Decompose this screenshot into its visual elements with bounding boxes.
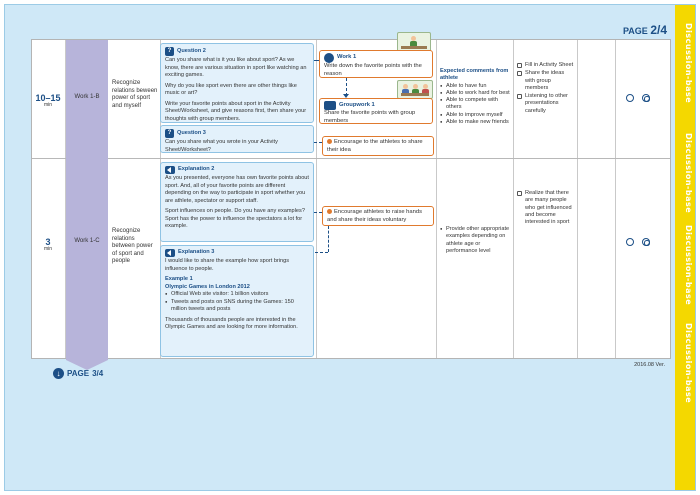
question-icon: ? <box>165 47 174 56</box>
expected-title: Expected comments from athlete <box>440 68 509 82</box>
evaluation-checks <box>517 190 575 227</box>
checkbox-icon <box>517 71 522 76</box>
eval-circle-icon <box>626 238 634 248</box>
question-2-box <box>160 43 314 123</box>
column-divider <box>577 40 578 358</box>
side-tab-label: Discussion-base <box>684 225 693 306</box>
question-2-text: Write your favorite points about sport in the Activity Sheet/Worksheet, and give reasons first, then share your thoughts with group members. <box>165 100 307 122</box>
page-label-text: PAGE <box>622 26 648 36</box>
bullet-dot <box>327 139 332 144</box>
lesson-plan-sheet <box>31 39 671 359</box>
group-icon <box>324 101 336 110</box>
groupwork-1-text: Share the favorite points with group members <box>324 110 416 124</box>
side-tab-bar <box>675 5 695 490</box>
example-subtitle: Olympic Games in London 2012 <box>165 283 250 290</box>
explanation-2-box <box>160 162 314 242</box>
work-1-text: Write down the favorite points with the reason <box>324 63 422 77</box>
encourage-text: Encourage to the athletes to share their idea <box>327 139 423 153</box>
explanation-3-header: Explanation 3 <box>165 249 309 257</box>
speaker-icon <box>165 166 175 174</box>
side-tab-label: Discussion-base <box>684 323 693 404</box>
connector-arrow <box>328 226 329 252</box>
check-item: Share the ideas with group members <box>517 70 575 92</box>
row-divider <box>32 158 670 159</box>
expected-comments <box>440 68 512 126</box>
groupwork-1-box <box>319 98 433 124</box>
explanation-2-text: Sport influences on people. Do you have any examples? <box>165 208 305 215</box>
encourage-box <box>322 136 434 156</box>
row-time: 10–15 min <box>35 93 61 109</box>
nav-number: 3/4 <box>92 369 104 378</box>
evaluation-checks <box>517 62 575 116</box>
work-label: Work 1-B <box>74 94 100 100</box>
expected-item: ● Able to improve myself <box>440 112 512 119</box>
nav-label: PAGE <box>67 369 90 378</box>
checkbox-icon <box>517 94 522 99</box>
work-1-box <box>319 50 433 78</box>
explanation-2-header: Explanation 2 <box>165 166 309 174</box>
work-band <box>66 40 108 360</box>
person-icon <box>324 53 334 63</box>
version-text: 2016.08 Ver. <box>634 362 665 368</box>
expected-item: ● Able to have fun <box>440 83 512 90</box>
question-3-text: Can you share what you wrote in your Activity Sheet/Worksheet? <box>165 139 278 153</box>
next-page-link[interactable] <box>53 368 103 379</box>
work-1-header: Work 1 <box>324 53 428 63</box>
question-2-text: Why do you like sport even there are other things like music or art? <box>165 82 297 97</box>
explanation-3-text: I would like to share the example how sport brings influence to people. <box>165 258 290 272</box>
expected-comments <box>440 226 512 255</box>
column-divider <box>436 40 437 358</box>
example-title: Example 1 <box>165 276 193 283</box>
eval-circle-icon <box>626 94 634 104</box>
connector-arrow <box>314 142 322 143</box>
question-2-text: Can you share what is it you like about sport? As we know, there are various situation in sport like watching an exciting games. <box>165 57 307 79</box>
expected-item: ● Able to compete with others <box>440 97 512 112</box>
check-item: Listening to other presentations carefully <box>517 93 575 115</box>
question-2-header: ? Question 2 <box>165 47 309 56</box>
side-tab-label: Discussion-base <box>684 133 693 214</box>
eval-double-circle-icon <box>642 238 650 248</box>
page-indicator <box>623 23 667 37</box>
connector-arrow <box>315 252 328 253</box>
bullet-dot <box>327 209 332 214</box>
column-divider <box>615 40 616 358</box>
explanation-3-box <box>160 245 314 357</box>
encourage-text: Encourage athletes to raise hands and share their ideas voluntary <box>327 209 422 223</box>
encourage-box <box>322 206 434 226</box>
example-bullet: ● Official Web site visitor: 1 billion visitors <box>165 291 309 299</box>
checkbox-icon <box>517 191 522 196</box>
expected-item: ● Able to work hard for best <box>440 90 512 97</box>
explanation-3-text: Thousands of thousands people are interested in the Olympic Games and are looking for more information. <box>165 316 298 331</box>
question-icon: ? <box>165 129 174 138</box>
groupwork-illustration <box>397 80 433 99</box>
aim-text: Recognize relations between power of sport and people <box>112 228 153 264</box>
side-tab-label: Discussion-base <box>684 23 693 104</box>
expected-item: ● Able to make new friends <box>440 119 512 126</box>
explanation-2-text: As you presented, everyone has own favorite points about sport. And, all of your favorite points are different depending on the way to participate in sport whether you are athlete, spectator or support staff. <box>165 175 309 204</box>
question-3-box <box>160 125 314 153</box>
speaker-icon <box>165 249 175 257</box>
example-bullet: ● Tweets and posts on SNS during the Games: 150 million tweets and posts <box>165 299 309 314</box>
row-time: 3 min <box>43 237 53 253</box>
connector-arrow <box>314 212 322 213</box>
page-background <box>4 4 696 491</box>
page-number: 2/4 <box>650 23 667 37</box>
check-item: Realize that there are many people who get influenced and become interested in sport <box>517 190 575 226</box>
explanation-2-text: Sport has the power to influence the spectators a lot for example. <box>165 215 303 230</box>
aim-text: Recognize relations beween power of sport and myself <box>112 80 158 109</box>
eval-double-circle-icon <box>642 94 650 104</box>
groupwork-1-header: Groupwork 1 <box>324 101 428 110</box>
column-divider <box>513 40 514 358</box>
work-illustration <box>397 32 431 52</box>
checkbox-icon <box>517 63 522 68</box>
column-divider <box>316 40 317 358</box>
connector-arrow <box>314 60 319 61</box>
work-label: Work 1-C <box>74 238 100 244</box>
arrow-down-icon: ↓ <box>53 368 64 379</box>
expected-item: ● Provide other appropriate examples depending on athlete age or performance level <box>440 226 512 255</box>
check-item: Fill in Activity Sheet <box>517 62 575 69</box>
question-3-header: ? Question 3 <box>165 129 309 138</box>
